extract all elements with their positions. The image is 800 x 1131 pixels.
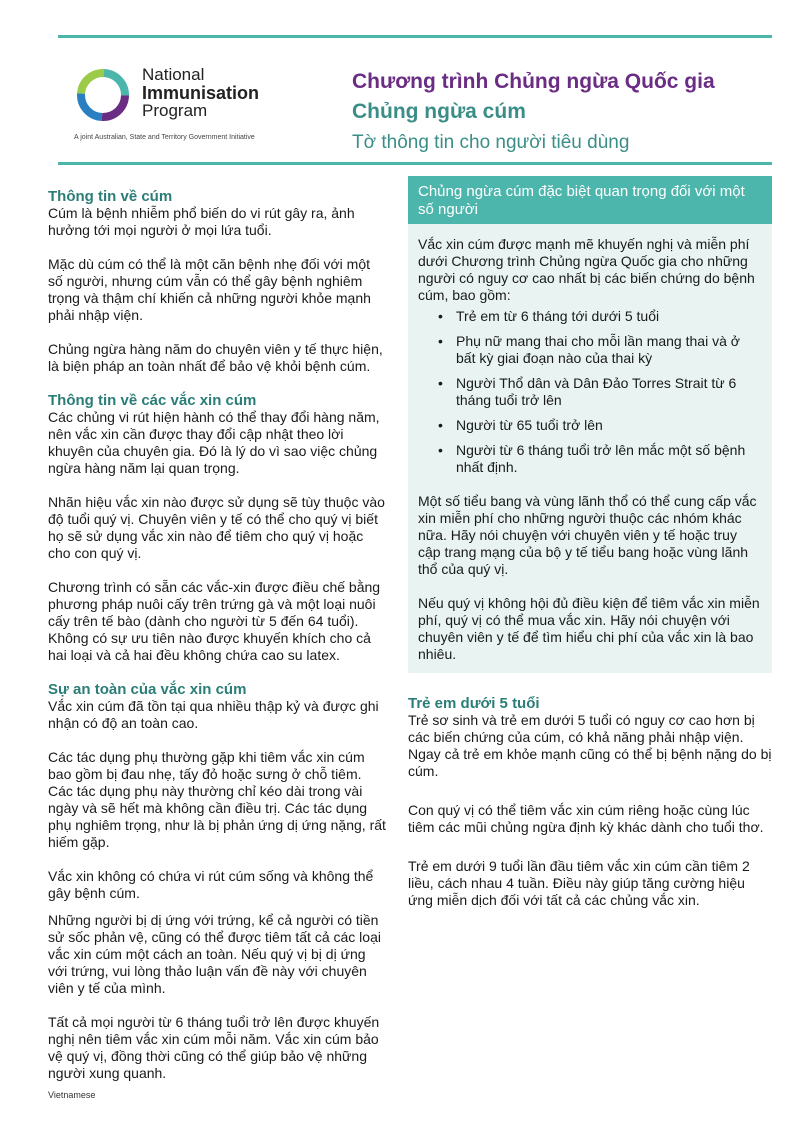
logo-tagline: A joint Australian, State and Territory Government Initiative xyxy=(74,134,255,141)
box-body xyxy=(408,224,772,673)
paragraph: Mặc dù cúm có thể là một căn bệnh nhẹ đối với một số người, nhưng cúm vẫn có thể gây bệnh nghiêm trọng và thậm chí khiến cả những người khỏe mạnh phải nhập viện. xyxy=(48,256,371,323)
box-title: Chủng ngừa cúm đặc biệt quan trọng đối với một số người xyxy=(408,176,772,224)
nip-logo xyxy=(74,66,314,146)
paragraph: Tất cả mọi người từ 6 tháng tuổi trở lên được khuyến nghị nên tiêm vắc xin cúm mỗi năm. Vắc xin cúm bảo vệ quý vị, đồng thời cũng có thể giúp bảo vệ những người xung quanh. xyxy=(48,1014,380,1081)
list-item: • Phụ nữ mang thai cho mỗi lần mang thai và ở bất kỳ giai đoạn nào của thai kỳ xyxy=(418,333,762,367)
list-item: • Người từ 65 tuổi trở lên xyxy=(418,417,762,434)
list-item: • Người từ 6 tháng tuổi trở lên mắc một số bệnh nhất định. xyxy=(418,442,762,476)
left-column xyxy=(48,188,388,1082)
box-paragraph: Nếu quý vị không hội đủ điều kiện để tiêm vắc xin miễn phí, quý vị có thể mua vắc xin. Hãy nói chuyện với chuyên viên y tế để tìm hiểu chi phí của vắc xin là bao nhiêu. xyxy=(418,595,760,662)
eligible-groups-list xyxy=(418,308,762,476)
footer-language: Vietnamese xyxy=(48,1090,96,1100)
logo-line-program: Program xyxy=(142,101,208,120)
section-title-children: Trẻ em dưới 5 tuổi xyxy=(408,695,540,712)
paragraph: Con quý vị có thể tiêm vắc xin cúm riêng hoặc cùng lúc tiêm các mũi chủng ngừa định kỳ khác dành cho tuổi thơ. xyxy=(408,802,764,835)
logo-line-national: National xyxy=(142,65,205,84)
list-item: • Trẻ em từ 6 tháng tới dưới 5 tuổi xyxy=(418,308,762,325)
top-rule xyxy=(58,35,772,38)
paragraph: Các tác dụng phụ thường gặp khi tiêm vắc xin cúm bao gồm bị đau nhẹ, tấy đỏ hoặc sưng ở chỗ tiêm. Các tác dụng phụ này thường chỉ kéo dài trong vài ngày và sẽ hết mà không cần điều trị. Các tác dụng phụ nghiêm trọng, như là bị phản ứng dị ứng nặng, rất hiếm gặp. xyxy=(48,749,386,850)
box-intro: Vắc xin cúm được mạnh mẽ khuyến nghị và miễn phí dưới Chương trình Chủng ngừa Quốc gia cho những người có nguy cơ cao nhất bị các biến chứng do bệnh cúm, bao gồm: xyxy=(418,236,755,303)
paragraph: Cúm là bệnh nhiễm phổ biến do vi rút gây ra, ảnh hưởng tới mọi người ở mọi lứa tuổi. xyxy=(48,205,355,238)
paragraph: Những người bị dị ứng với trứng, kể cả người có tiền sử sốc phản vệ, cũng có thể được tiêm tất cả các loại vắc xin cúm một cách an toàn. Nếu quý vị bị dị ứng với trứng, vui lòng thảo luận vấn đề này với chuyên viên y tế của mình. xyxy=(48,912,381,996)
section-title-about-vaccines: Thông tin về các vắc xin cúm xyxy=(48,392,257,409)
header-titles xyxy=(352,68,715,156)
right-column xyxy=(408,176,772,926)
page-caption: Tờ thông tin cho người tiêu dùng xyxy=(352,132,630,153)
page-subtitle: Chủng ngừa cúm xyxy=(352,100,526,123)
paragraph: Trẻ sơ sinh và trẻ em dưới 5 tuổi có nguy cơ cao hơn bị các biến chứng của cúm, có khả năng phải nhập viện. Ngay cả trẻ em khỏe mạnh cũng có thể bị bệnh nặng do bị cúm. xyxy=(408,712,772,779)
section-title-vaccine-safety: Sự an toàn của vắc xin cúm xyxy=(48,681,247,698)
paragraph: Chương trình có sẵn các vắc-xin được điều chế bằng phương pháp nuôi cấy trên trứng gà và một loại nuôi cấy trên tế bào (dành cho người từ 5 đến 64 tuổi). Không có sự ưu tiên nào được khuyến khích cho cả hai loại và cả hai đều không chứa cao su latex. xyxy=(48,579,381,663)
list-item: • Người Thổ dân và Dân Đảo Torres Strait từ 6 tháng tuổi trở lên xyxy=(418,375,762,409)
logo-line-immunisation: Immunisation xyxy=(142,83,260,103)
important-groups-box xyxy=(408,176,772,673)
paragraph: Vắc xin cúm đã tồn tại qua nhiều thập kỷ và được ghi nhận có độ an toàn cao. xyxy=(48,698,379,731)
children-section xyxy=(408,695,772,909)
paragraph: Chủng ngừa hàng năm do chuyên viên y tế thực hiện, là biện pháp an toàn nhất để bảo vệ khỏi bệnh cúm. xyxy=(48,341,383,374)
paragraph: Vắc xin không có chứa vi rút cúm sống và không thể gây bệnh cúm. xyxy=(48,868,374,901)
paragraph: Nhãn hiệu vắc xin nào được sử dụng sẽ tùy thuộc vào độ tuổi quý vị. Chuyên viên y tế có thể cho quý vị biết họ sẽ sử dụng vắc xin nào để tiêm cho quý vị hoặc cho con quý vị. xyxy=(48,494,385,561)
section-title-about-flu: Thông tin về cúm xyxy=(48,188,173,205)
header-rule xyxy=(58,162,772,165)
nip-ring-logo-icon xyxy=(74,66,132,124)
paragraph: Trẻ em dưới 9 tuổi lần đầu tiêm vắc xin cúm cần tiêm 2 liều, cách nhau 4 tuần. Điều này giúp tăng cường hiệu ứng miễn dịch đối với tất cả các chủng vắc xin. xyxy=(408,858,750,908)
logo-wordmark xyxy=(142,66,259,120)
paragraph: Các chủng vi rút hiện hành có thể thay đổi hàng năm, nên vắc xin cần được thay đổi cập nhật theo lời khuyên của chuyên gia. Đó là lý do vì sao việc chủng ngừa hàng năm lại quan trọng. xyxy=(48,409,380,476)
page-title: Chương trình Chủng ngừa Quốc gia xyxy=(352,70,715,93)
box-paragraph: Một số tiểu bang và vùng lãnh thổ có thể cung cấp vắc xin miễn phí cho những người thuộc các nhóm khác nữa. Hãy nói chuyện với chuyên viên y tế hoặc truy cập trang mạng của bộ y tế tiểu bang hoặc vùng lãnh thổ của quý vị. xyxy=(418,493,757,577)
